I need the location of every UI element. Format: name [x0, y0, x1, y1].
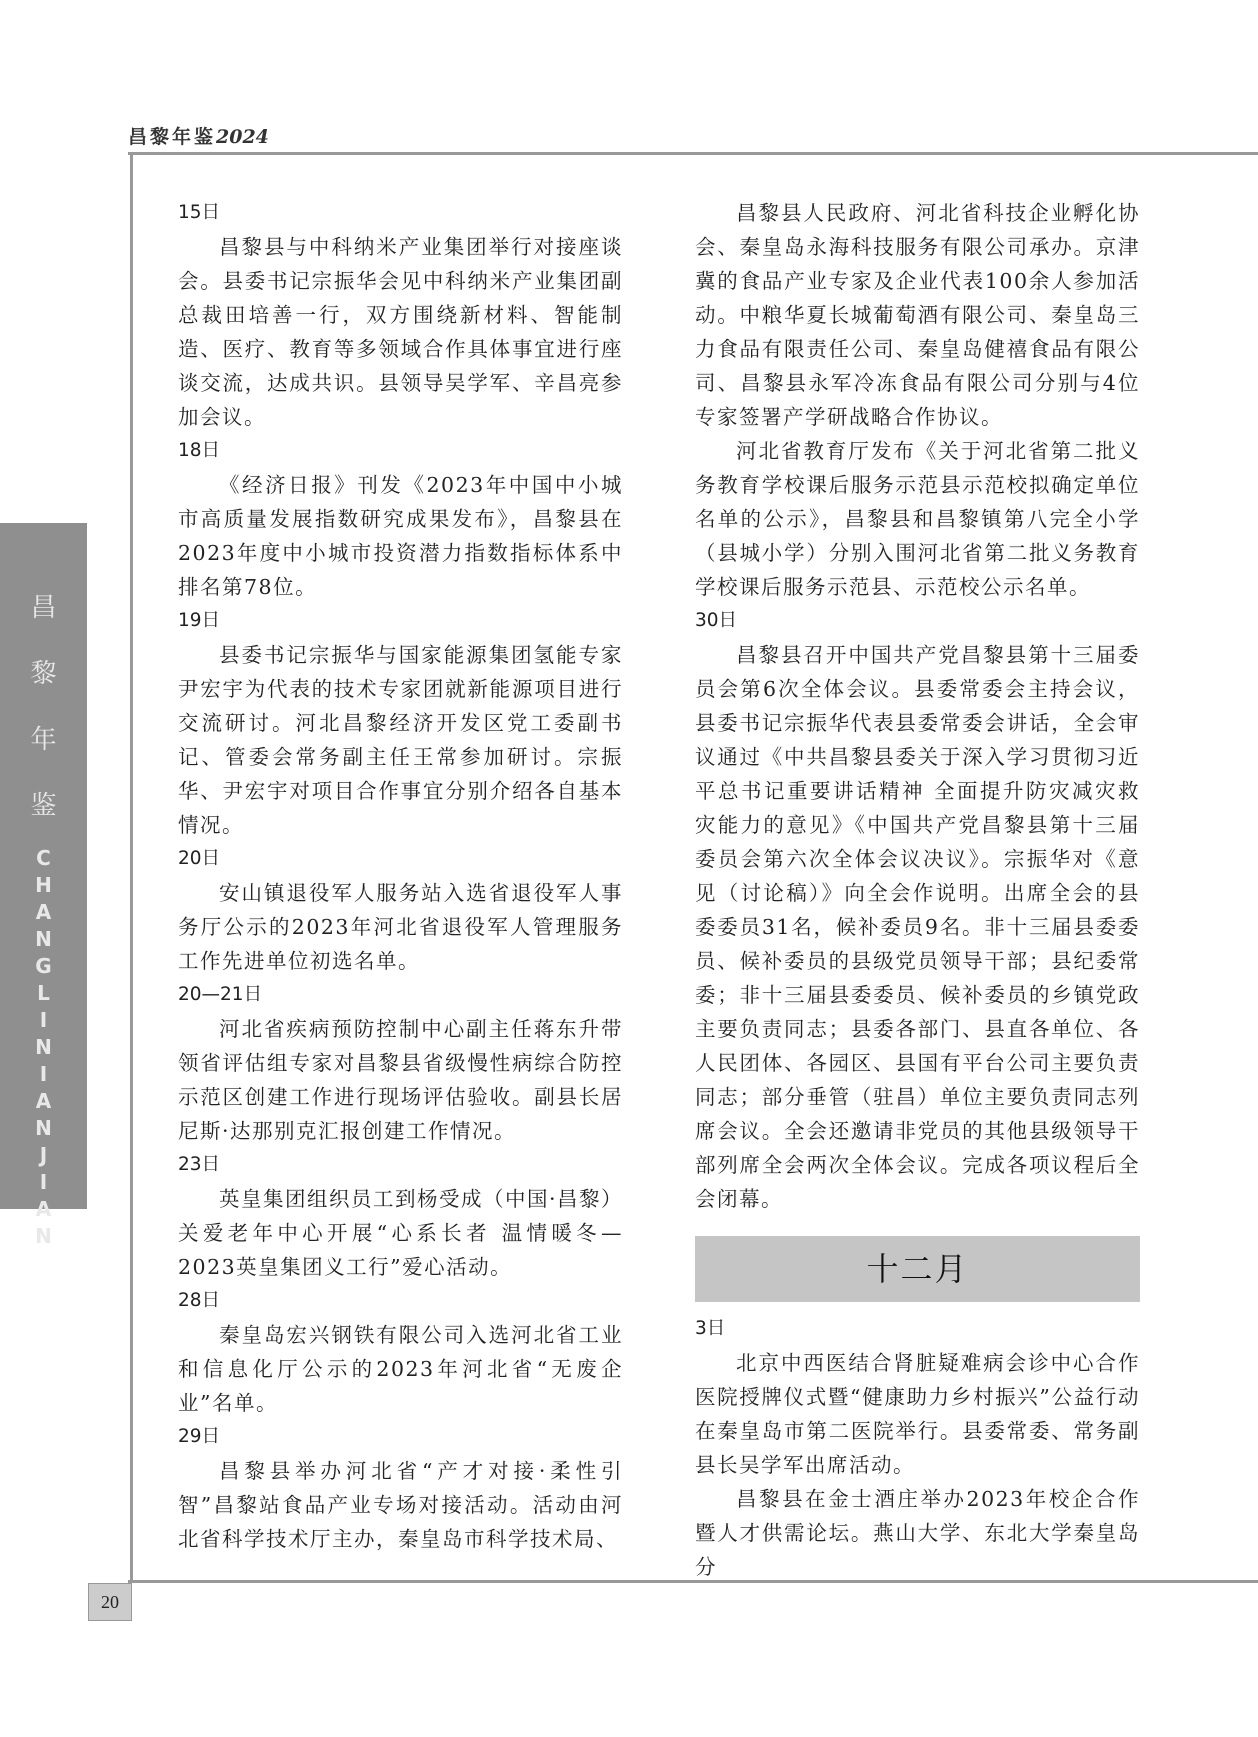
entry-date: 20日 [178, 848, 221, 869]
entry-date: 28日 [178, 1290, 221, 1311]
right-column [695, 196, 1140, 1584]
entry-date: 23日 [178, 1154, 221, 1175]
entry-date: 29日 [178, 1426, 221, 1447]
side-tab-char: 鉴 [30, 791, 57, 821]
entry-paragraph: 《经济日报》刊发《2023年中国中小城市高质量发展指数研究成果发布》，昌黎县在2023年度中小城市投资潜力指数指标体系中排名第78位。 [178, 473, 623, 599]
entry-date: 3日 [695, 1318, 726, 1339]
right-column-bottom [695, 1312, 1140, 1584]
side-tab-char: 昌 [30, 593, 57, 623]
entry-date: 19日 [178, 610, 221, 631]
top-rule [128, 152, 1258, 155]
entry-paragraph: 昌黎县举办河北省“产才对接·柔性引智”昌黎站食品产业专场对接活动。活动由河北省科学技术厅主办，秦皇岛市科学技术局、 [178, 1459, 623, 1551]
side-tab [0, 523, 87, 1248]
entry-date: 18日 [178, 440, 221, 461]
month-heading: 十二月 [695, 1236, 1140, 1302]
entry-paragraph: 秦皇岛宏兴钢铁有限公司入选河北省工业和信息化厅公示的2023年河北省“无废企业”名单。 [178, 1323, 623, 1415]
entry-date: 15日 [178, 202, 221, 223]
left-column [178, 196, 623, 1556]
header-year: 2024 [216, 126, 269, 148]
side-tab-char: 年 [30, 725, 57, 755]
entry-paragraph: 安山镇退役军人服务站入选省退役军人事务厅公示的2023年河北省退役军人管理服务工作先进单位初选名单。 [178, 881, 623, 973]
side-tab-char: 黎 [30, 659, 57, 689]
entry-paragraph: 北京中西医结合肾脏疑难病会诊中心合作医院授牌仪式暨“健康助力乡村振兴”公益行动在秦皇岛市第二医院举行。县委常委、常务副县长吴学军出席活动。 [695, 1351, 1140, 1477]
entry-paragraph: 河北省疾病预防控制中心副主任蒋东升带领省评估组专家对昌黎县省级慢性病综合防控示范区创建工作进行现场评估验收。副县长居尼斯·达那别克汇报创建工作情况。 [178, 1017, 623, 1143]
entry-paragraph: 昌黎县召开中国共产党昌黎县第十三届委员会第6次全体会议。县委常委会主持会议，县委书记宗振华代表县委常委会讲话，全会审议通过《中共昌黎县委关于深入学习贯彻习近平总书记重要讲话精神 全面提升防灾减灾救灾能力的意见》《中国共产党昌黎县第十三届委员会第六次全体会议决议》。宗振华对《意见（讨论稿）》向全会作说明。出席全会的县委委员31名，候补委员9名。非十三届县委委员、候补委员的县级党员领导干部；县纪委常委；非十三届县委委员、候补委员的乡镇党政主要负责同志；县委各部门、县直各单位、各人民团体、各园区、县国有平台公司主要负责同志；部分垂管（驻昌）单位主要负责同志列席会议。全会还邀请非党员的其他县级领导干部列席全会两次全体会议。完成各项议程后全会闭幕。 [695, 643, 1140, 1211]
entry-paragraph: 县委书记宗振华与国家能源集团氢能专家尹宏宇为代表的技术专家团就新能源项目进行交流研讨。河北昌黎经济开发区党工委副书记、管委会常务副主任王常参加研讨。宗振华、尹宏宇对项目合作事宜分别介绍各自基本情况。 [178, 643, 623, 837]
entry-paragraph: 昌黎县人民政府、河北省科技企业孵化协会、秦皇岛永海科技服务有限公司承办。京津冀的食品产业专家及企业代表100余人参加活动。中粮华夏长城葡萄酒有限公司、秦皇岛三力食品有限责任公司、秦皇岛健禧食品有限公司、昌黎县永军冷冻食品有限公司分别与4位专家签署产学研战略合作协议。 [695, 201, 1140, 429]
running-header [128, 122, 269, 149]
entry-date: 30日 [695, 610, 738, 631]
header-title: 昌黎年鉴 [128, 126, 217, 148]
entry-paragraph: 河北省教育厅发布《关于河北省第二批义务教育学校课后服务示范县示范校拟确定单位名单的公示》，昌黎县和昌黎镇第八完全小学（县城小学）分别入围河北省第二批义务教育学校课后服务示范县、示范校公示名单。 [695, 439, 1140, 599]
entry-paragraph: 昌黎县在金士酒庄举办2023年校企合作暨人才供需论坛。燕山大学、东北大学秦皇岛分 [695, 1487, 1140, 1579]
page-number: 20 [88, 1583, 132, 1621]
entry-date: 20—21日 [178, 984, 263, 1005]
left-rule [130, 152, 133, 1582]
entry-paragraph: 英皇集团组织员工到杨受成（中国·昌黎）关爱老年中心开展“心系长者 温情暖冬—2023英皇集团义工行”爱心活动。 [178, 1187, 624, 1279]
side-tab-english: C H A N G L I N I A N J I A N [35, 846, 52, 1248]
right-column-top [695, 196, 1140, 1216]
entry-paragraph: 昌黎县与中科纳米产业集团举行对接座谈会。县委书记宗振华会见中科纳米产业集团副总裁田培善一行，双方围绕新材料、智能制造、医疗、教育等多领域合作具体事宜进行座谈交流，达成共识。县领导吴学军、辛昌亮参加会议。 [178, 235, 623, 429]
